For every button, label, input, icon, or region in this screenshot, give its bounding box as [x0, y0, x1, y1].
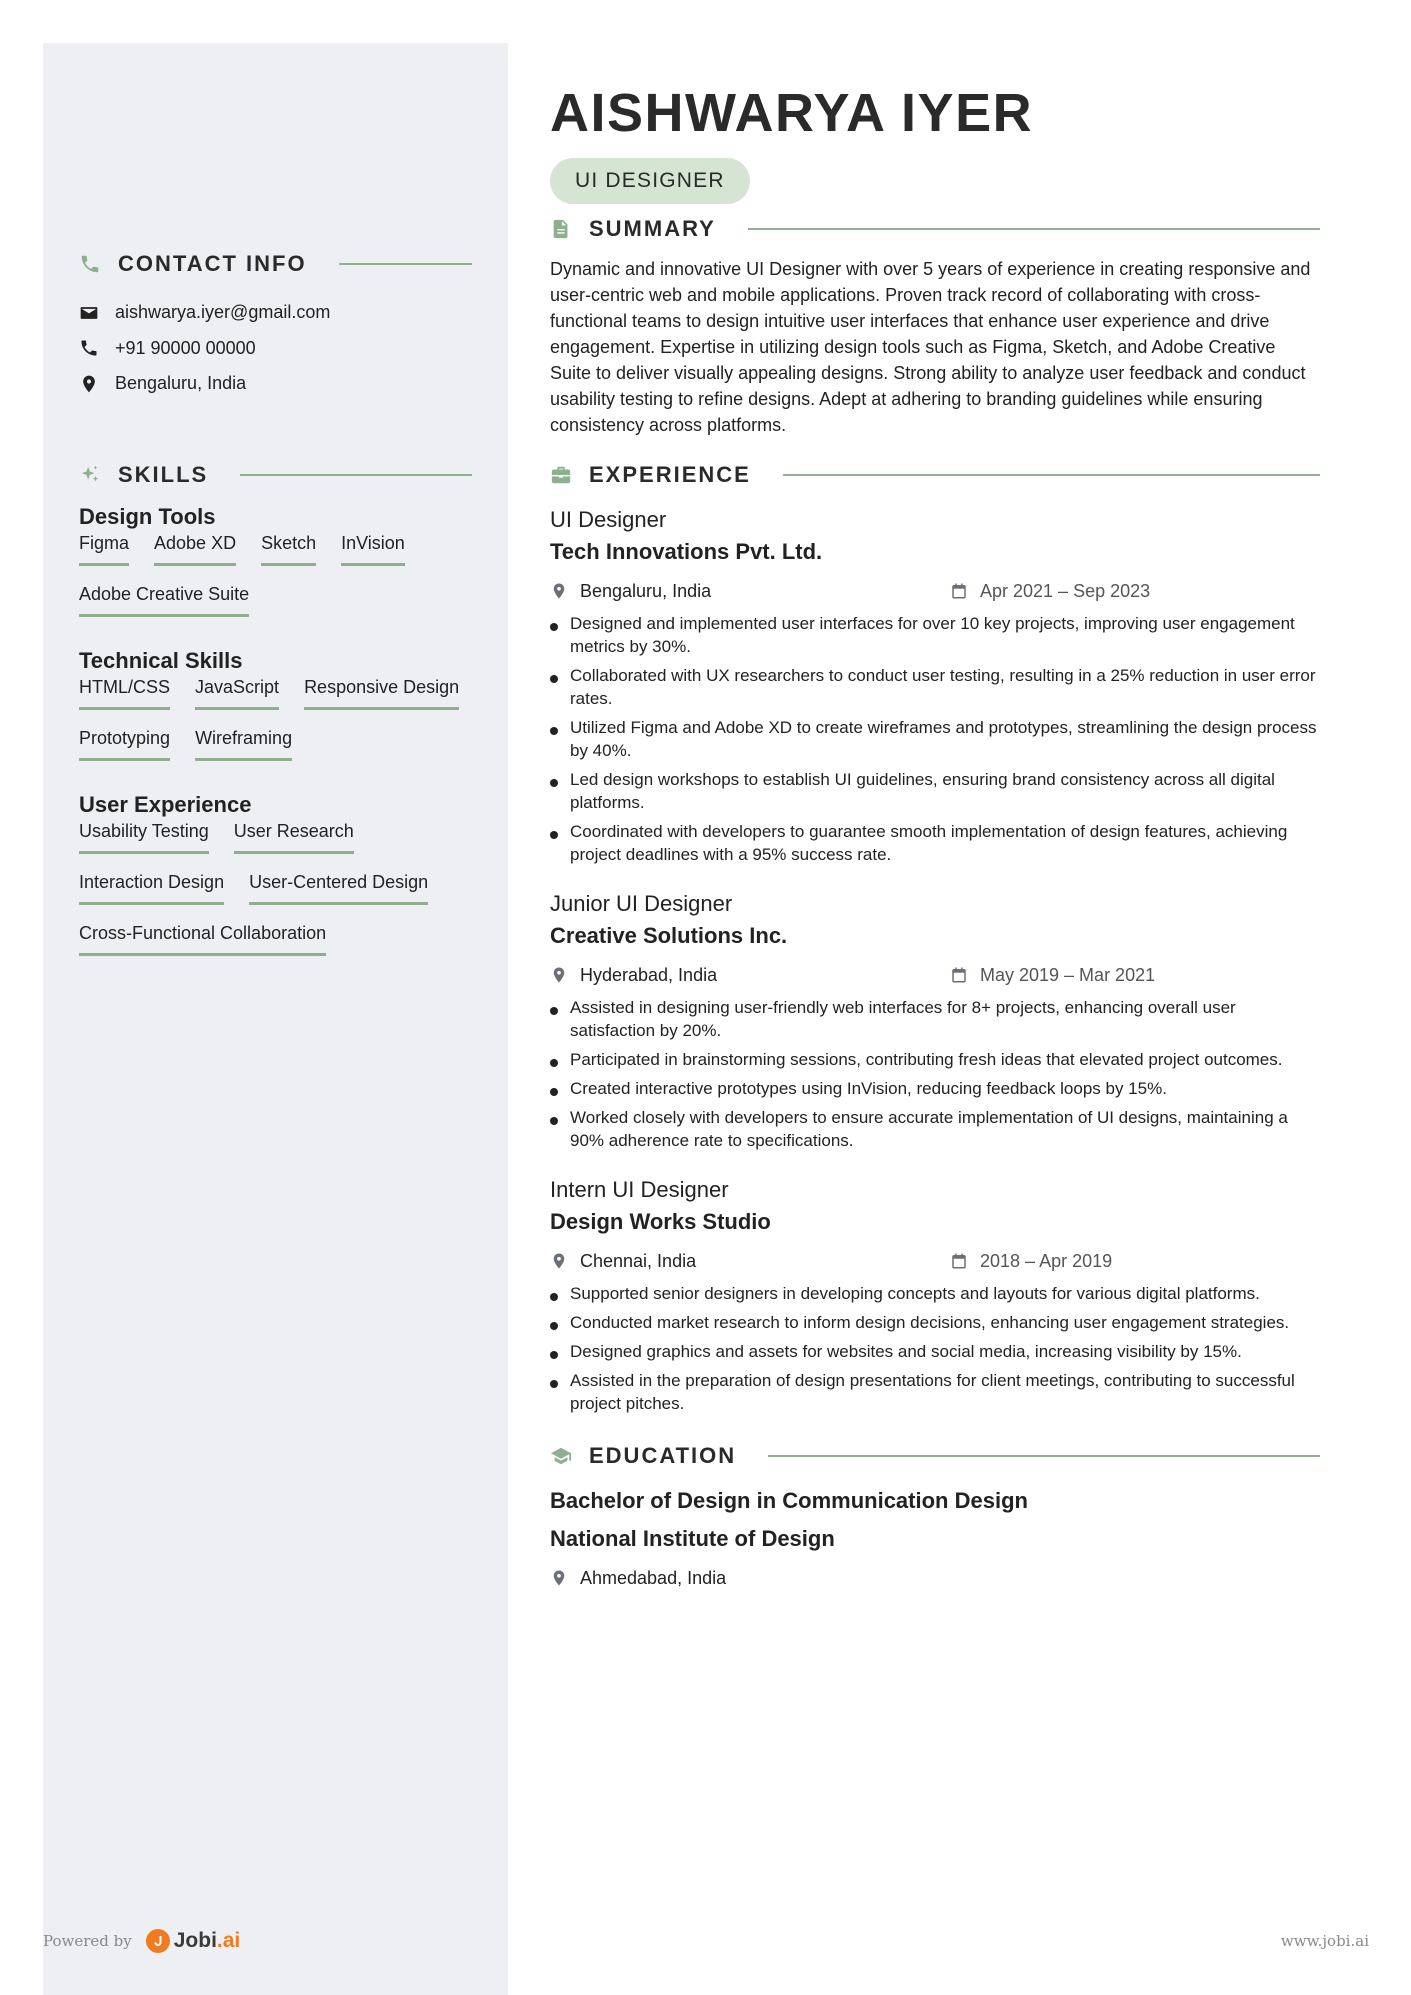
skill-tag: Sketch	[261, 532, 316, 566]
location-pin-icon	[550, 1569, 568, 1587]
job-dates	[950, 965, 1155, 986]
jobi-logo[interactable]	[146, 1929, 241, 1953]
skill-tag: User-Centered Design	[249, 871, 428, 905]
job-bullet: Designed and implemented user interfaces for over 10 key projects, improving user engagement metrics by 30%.	[550, 612, 1320, 658]
job-title: Intern UI Designer	[550, 1177, 729, 1202]
education-degree: Bachelor of Design in Communication Design	[550, 1488, 1028, 1513]
skill-tag: Adobe Creative Suite	[79, 583, 249, 617]
job-location	[550, 965, 950, 986]
logo-suffix: .ai	[216, 1929, 241, 1952]
job-bullet: Participated in brainstorming sessions, contributing fresh ideas that elevated project outcomes.	[550, 1048, 1320, 1071]
sidebar	[43, 43, 508, 1995]
skill-tag: Wireframing	[195, 727, 292, 761]
powered-by-text: Powered by	[43, 1932, 132, 1950]
logo-name: Jobi	[173, 1929, 217, 1952]
job-bullet: Created interactive prototypes using InVision, reducing feedback loops by 15%.	[550, 1077, 1320, 1100]
candidate-name: AISHWARYA IYER	[550, 83, 1034, 143]
job-entry	[550, 1174, 1320, 1415]
skill-tag: Cross-Functional Collaboration	[79, 922, 326, 956]
calendar-icon	[950, 966, 968, 984]
experience-title: EXPERIENCE	[589, 462, 751, 487]
phone-icon	[79, 338, 99, 358]
skill-tag: Figma	[79, 532, 129, 566]
summary-header	[550, 214, 1320, 244]
section-divider	[240, 474, 472, 476]
job-bullet: Assisted in designing user-friendly web interfaces for 8+ projects, enhancing overall user satisfaction by 20%.	[550, 996, 1320, 1042]
calendar-icon	[950, 1252, 968, 1270]
job-location-text: Chennai, India	[580, 1250, 697, 1271]
skill-tag: Responsive Design	[304, 676, 459, 710]
education-title: EDUCATION	[589, 1443, 737, 1468]
job-location	[550, 581, 950, 602]
education-header	[550, 1441, 1320, 1471]
contact-section	[79, 249, 472, 402]
jobi-logo-icon	[146, 1929, 170, 1953]
footer-url[interactable]: www.jobi.ai	[1280, 1932, 1369, 1950]
section-divider	[748, 228, 1320, 230]
job-company: Tech Innovations Pvt. Ltd.	[550, 539, 823, 564]
skill-group-design-tools	[79, 502, 472, 634]
education-section	[550, 1441, 1320, 1590]
education-location-text: Ahmedabad, India	[580, 1567, 727, 1588]
main-content	[550, 80, 1320, 1590]
skill-group-title: Technical Skills	[79, 648, 243, 673]
sparkle-icon	[79, 464, 101, 486]
job-bullet: Conducted market research to inform design decisions, enhancing user engagement strategies.	[550, 1311, 1320, 1334]
contact-phone-text: +91 90000 00000	[115, 337, 256, 358]
skills-section	[79, 460, 472, 973]
contact-email[interactable]	[79, 295, 472, 331]
job-dates	[950, 1251, 1112, 1272]
education-school: National Institute of Design	[550, 1526, 835, 1551]
summary-text: Dynamic and innovative UI Designer with over 5 years of experience in creating responsive and user-centric web and mobile applications. Proven track record of collaborating with cross-functional teams to design intuitive user interfaces that enhance user experience and drive engagement. Expertise in utilizing design tools such as Figma, Sketch, and Adobe Creative Suite to deliver visually appealing designs. Strong ability to analyze user feedback and conduct usability testing to refine designs. Adept at adhering to branding guidelines while ensuring consistency across platforms.	[550, 259, 1311, 435]
summary-title: SUMMARY	[589, 216, 716, 241]
section-divider	[783, 474, 1320, 476]
skill-group-title: User Experience	[79, 792, 252, 817]
footer-branding	[43, 1929, 240, 1953]
skill-group-user-experience	[79, 790, 472, 973]
job-location-text: Bengaluru, India	[580, 580, 712, 601]
briefcase-icon	[550, 464, 572, 486]
job-bullet: Coordinated with developers to guarantee smooth implementation of design features, achieving project deadlines with a 95% success rate.	[550, 820, 1320, 866]
contact-title: CONTACT INFO	[118, 251, 307, 276]
job-company: Creative Solutions Inc.	[550, 923, 788, 948]
job-location-text: Hyderabad, India	[580, 964, 718, 985]
section-divider	[339, 263, 472, 265]
job-title: UI Designer	[550, 507, 667, 532]
job-bullet: Led design workshops to establish UI guidelines, ensuring brand consistency across all digital platforms.	[550, 768, 1320, 814]
job-bullet: Utilized Figma and Adobe XD to create wireframes and prototypes, streamlining the design process by 40%.	[550, 716, 1320, 762]
graduation-cap-icon	[550, 1445, 572, 1467]
job-title: Junior UI Designer	[550, 891, 733, 916]
contact-email-text: aishwarya.iyer@gmail.com	[115, 302, 331, 323]
job-dates-text: May 2019 – Mar 2021	[980, 964, 1156, 985]
job-dates-text: Apr 2021 – Sep 2023	[980, 580, 1151, 601]
section-divider	[768, 1455, 1320, 1457]
job-dates-text: 2018 – Apr 2019	[980, 1250, 1113, 1271]
skill-tag: JavaScript	[195, 676, 279, 710]
email-icon	[79, 303, 99, 323]
skills-header	[79, 460, 472, 490]
job-location	[550, 1251, 950, 1272]
education-location	[550, 1568, 950, 1589]
phone-icon	[79, 253, 101, 275]
experience-header	[550, 460, 1320, 490]
role-badge: UI DESIGNER	[550, 158, 750, 204]
job-entry	[550, 888, 1320, 1152]
contact-location	[79, 366, 472, 402]
jobi-logo-text	[174, 1929, 241, 1953]
skill-tag: InVision	[341, 532, 405, 566]
skills-title: SKILLS	[118, 462, 209, 487]
job-bullet: Designed graphics and assets for websites and social media, increasing visibility by 15%.	[550, 1340, 1320, 1363]
contact-phone[interactable]	[79, 331, 472, 367]
location-pin-icon	[550, 582, 568, 600]
skill-tag: Interaction Design	[79, 871, 224, 905]
skill-group-title: Design Tools	[79, 504, 216, 529]
location-pin-icon	[79, 374, 99, 394]
skill-tag: HTML/CSS	[79, 676, 170, 710]
job-company: Design Works Studio	[550, 1209, 771, 1234]
contact-location-text: Bengaluru, India	[115, 373, 247, 394]
job-bullet: Supported senior designers in developing concepts and layouts for various digital platforms.	[550, 1282, 1320, 1305]
job-bullet: Assisted in the preparation of design presentations for client meetings, contributing to successful project pitches.	[550, 1369, 1320, 1415]
skill-tag: Prototyping	[79, 727, 170, 761]
job-bullet: Collaborated with UX researchers to conduct user testing, resulting in a 25% reduction in user error rates.	[550, 664, 1320, 710]
contact-header	[79, 249, 472, 279]
job-entry	[550, 504, 1320, 866]
location-pin-icon	[550, 966, 568, 984]
skill-group-technical	[79, 646, 472, 778]
skill-tag: Adobe XD	[154, 532, 236, 566]
location-pin-icon	[550, 1252, 568, 1270]
skill-tag: User Research	[234, 820, 354, 854]
document-icon	[550, 218, 572, 240]
calendar-icon	[950, 582, 968, 600]
job-dates	[950, 581, 1150, 602]
summary-section	[550, 214, 1320, 438]
skill-tag: Usability Testing	[79, 820, 209, 854]
experience-section	[550, 460, 1320, 1415]
job-bullet: Worked closely with developers to ensure accurate implementation of UI designs, maintaining a 90% adherence rate to specifications.	[550, 1106, 1320, 1152]
